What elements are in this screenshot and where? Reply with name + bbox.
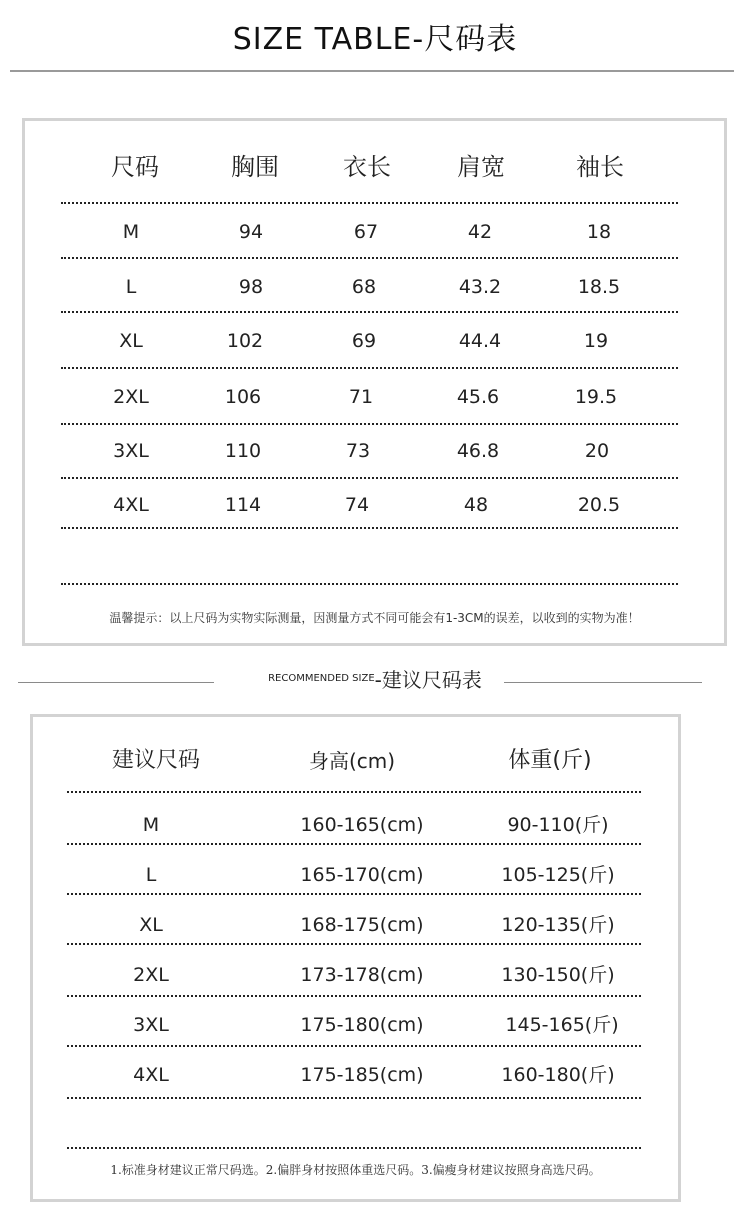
cell-sleeve: 20 <box>584 440 610 462</box>
cell-height: 160-165(cm) <box>300 814 424 836</box>
cell-length: 71 <box>348 386 374 408</box>
table-row <box>33 805 678 845</box>
cell-sleeve: 19.5 <box>574 386 618 408</box>
row-divider <box>61 583 678 585</box>
cell-size: M <box>142 814 160 836</box>
row-divider <box>67 893 641 895</box>
table-row <box>33 1055 678 1095</box>
cell-shoulder: 42 <box>467 221 493 243</box>
row-divider <box>67 1045 641 1047</box>
recommendation-note: 1.标准身材建议正常尺码选。2.偏胖身材按照体重选尺码。3.偏瘦身材建议按照身高选尺码。 <box>110 1163 601 1177</box>
size-table-header <box>25 147 724 187</box>
table-row <box>25 431 724 471</box>
table-row <box>25 485 724 525</box>
cell-chest: 98 <box>238 276 264 298</box>
cell-sleeve: 18.5 <box>577 276 621 298</box>
cell-size: L <box>125 276 137 298</box>
cell-shoulder: 45.6 <box>456 386 500 408</box>
header-shoulder: 肩宽 <box>457 153 505 181</box>
row-divider <box>67 1147 641 1149</box>
cell-size: L <box>145 864 157 886</box>
recommended-title <box>0 664 750 693</box>
cell-height: 168-175(cm) <box>300 914 424 936</box>
recommended-table-header <box>33 741 678 781</box>
cell-sleeve: 20.5 <box>577 494 621 516</box>
table-row <box>25 212 724 252</box>
header-height: 身高(cm) <box>308 749 396 773</box>
section-divider-right <box>504 682 702 683</box>
header-chest: 胸围 <box>231 153 279 181</box>
cell-weight: 145-165(斤) <box>505 1014 619 1036</box>
cell-shoulder: 48 <box>463 494 489 516</box>
row-divider <box>67 943 641 945</box>
size-table <box>22 118 727 646</box>
cell-height: 173-178(cm) <box>300 964 424 986</box>
table-row <box>25 267 724 307</box>
recommended-title-en: RECOMMENDED SIZE <box>268 673 375 684</box>
page-title: SIZE TABLE-尺码表 <box>232 22 518 57</box>
cell-size: 4XL <box>113 494 149 516</box>
cell-chest: 94 <box>238 221 264 243</box>
cell-size: M <box>122 221 140 243</box>
table-row <box>33 955 678 995</box>
cell-size: 2XL <box>113 386 149 408</box>
cell-chest: 102 <box>226 330 264 352</box>
header-length: 衣长 <box>343 153 391 181</box>
cell-length: 74 <box>344 494 370 516</box>
cell-shoulder: 46.8 <box>456 440 500 462</box>
row-divider <box>61 367 678 369</box>
header-recommended-size: 建议尺码 <box>111 748 200 773</box>
row-divider <box>61 257 678 259</box>
row-divider <box>61 202 678 204</box>
cell-chest: 110 <box>224 440 262 462</box>
row-divider <box>61 527 678 529</box>
title-divider <box>10 70 734 72</box>
cell-height: 175-185(cm) <box>300 1064 424 1086</box>
cell-length: 73 <box>345 440 371 462</box>
header-sleeve: 袖长 <box>576 153 624 181</box>
row-divider <box>67 843 641 845</box>
cell-length: 67 <box>353 221 379 243</box>
table-row <box>33 855 678 895</box>
recommended-title-cn: -建议尺码表 <box>374 668 482 692</box>
measurement-note: 温馨提示：以上尺码为实物实际测量，因测量方式不同可能会有1-3CM的误差，以收到的实物为准！ <box>109 611 640 625</box>
cell-chest: 114 <box>224 494 262 516</box>
cell-weight: 105-125(斤) <box>501 864 615 886</box>
cell-weight: 90-110(斤) <box>507 814 609 836</box>
header-weight: 体重(斤) <box>508 748 592 773</box>
cell-shoulder: 43.2 <box>458 276 502 298</box>
row-divider <box>67 791 641 793</box>
row-divider <box>61 477 678 479</box>
cell-chest: 106 <box>224 386 262 408</box>
table-row <box>33 905 678 945</box>
cell-size: 4XL <box>133 1064 169 1086</box>
cell-size: XL <box>119 330 143 352</box>
cell-length: 69 <box>351 330 377 352</box>
cell-height: 175-180(cm) <box>300 1014 424 1036</box>
cell-size: 3XL <box>113 440 149 462</box>
cell-size: 3XL <box>133 1014 169 1036</box>
table-row <box>33 1005 678 1045</box>
cell-weight: 130-150(斤) <box>501 964 615 986</box>
recommended-table <box>30 714 681 1202</box>
cell-height: 165-170(cm) <box>300 864 424 886</box>
header-size: 尺码 <box>111 153 159 181</box>
row-divider <box>61 423 678 425</box>
row-divider <box>61 311 678 313</box>
cell-size: 2XL <box>133 964 169 986</box>
table-row <box>25 377 724 417</box>
cell-sleeve: 18 <box>586 221 612 243</box>
row-divider <box>67 1097 641 1099</box>
table-row <box>25 321 724 361</box>
cell-weight: 160-180(斤) <box>501 1064 615 1086</box>
row-divider <box>67 995 641 997</box>
cell-size: XL <box>139 914 163 936</box>
cell-shoulder: 44.4 <box>458 330 502 352</box>
cell-sleeve: 19 <box>583 330 609 352</box>
cell-length: 68 <box>351 276 377 298</box>
cell-weight: 120-135(斤) <box>501 914 615 936</box>
